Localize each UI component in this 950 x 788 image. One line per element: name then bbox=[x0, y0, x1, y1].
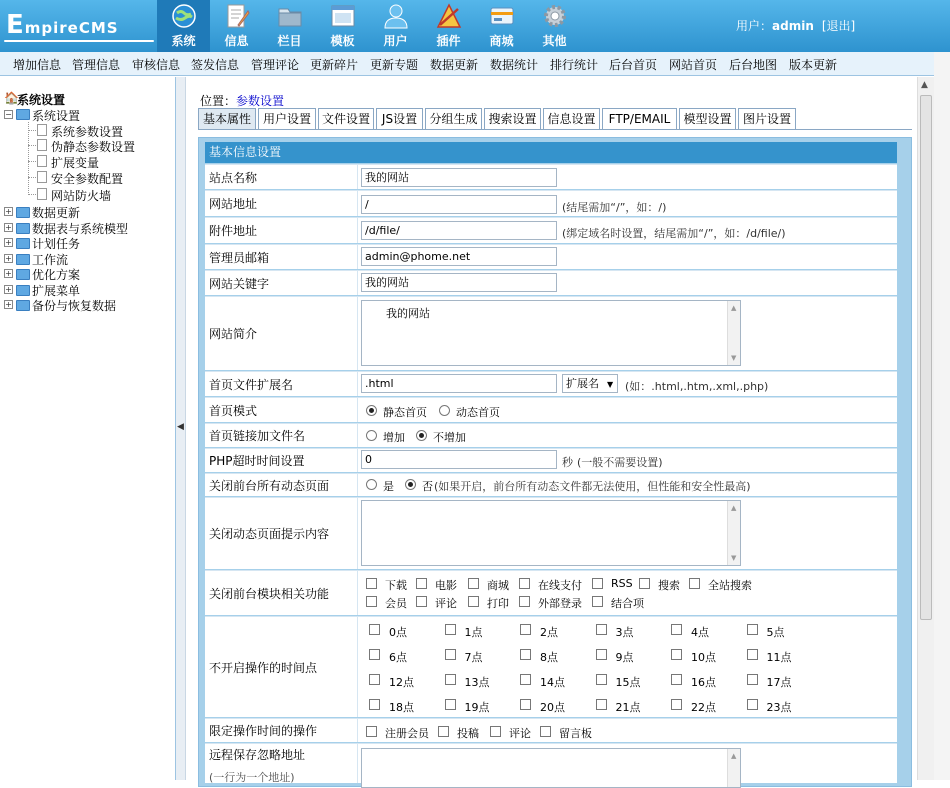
label-module-payment: 在线支付 bbox=[538, 579, 582, 592]
label-hour-16: 16点 bbox=[691, 676, 716, 689]
document-icon bbox=[37, 155, 47, 167]
label-php-timeout: PHP超时时间设置 bbox=[205, 449, 358, 472]
nav-column[interactable]: 栏目 bbox=[263, 0, 316, 52]
label-hour-23: 23点 bbox=[766, 701, 792, 714]
label-intro: 网站简介 bbox=[205, 297, 358, 370]
tree-expand-icon[interactable]: + bbox=[5, 269, 12, 278]
label-module-movie: 电影 bbox=[435, 579, 457, 592]
checkbox-module-download[interactable] bbox=[366, 578, 377, 589]
radio-close-yes[interactable] bbox=[366, 479, 377, 490]
label-dynamic-index: 动态首页 bbox=[456, 406, 500, 419]
tree-expand-icon[interactable]: + bbox=[5, 300, 12, 309]
label-limit-register: 注册会员 bbox=[385, 727, 429, 740]
label-hour-22: 22点 bbox=[691, 701, 716, 714]
folder-icon bbox=[16, 223, 30, 234]
menu-item-site-home[interactable]: 网站首页 bbox=[669, 58, 718, 72]
menu-item-admin-map[interactable]: 后台地图 bbox=[729, 58, 778, 72]
tree-item-security-params[interactable]: 安全参数配置 bbox=[51, 172, 124, 186]
tree-group-data-update[interactable]: 数据更新 bbox=[32, 206, 81, 220]
checkbox-module-external-login[interactable] bbox=[519, 596, 530, 607]
tab-user[interactable]: 用户设置 bbox=[258, 108, 316, 130]
label-no-op-hours: 不开启操作的时间点 bbox=[205, 617, 358, 717]
label-limit-submit: 投稿 bbox=[457, 727, 479, 740]
checkbox-hour-23[interactable] bbox=[747, 699, 758, 710]
label-hour-8: 8点 bbox=[540, 651, 558, 664]
label-hour-17: 17点 bbox=[766, 676, 792, 689]
row-index-ext bbox=[205, 371, 897, 396]
checkbox-hour-17[interactable] bbox=[747, 674, 758, 685]
username: admin bbox=[772, 19, 814, 33]
window-scrollbar[interactable] bbox=[934, 52, 950, 780]
tree-expand-icon[interactable]: + bbox=[5, 223, 12, 232]
label-hour-13: 13点 bbox=[464, 676, 490, 689]
folder-icon bbox=[16, 254, 30, 265]
radio-close-no[interactable] bbox=[405, 479, 416, 490]
checkbox-hour-2[interactable] bbox=[520, 624, 531, 635]
checkbox-hour-0[interactable] bbox=[369, 624, 380, 635]
row-php-timeout bbox=[205, 448, 897, 472]
nav-plugin[interactable]: 插件 bbox=[422, 0, 475, 52]
menu-item-update-topics[interactable]: 更新专题 bbox=[370, 58, 419, 72]
label-close-no: 否 bbox=[422, 480, 433, 493]
nav-system[interactable]: 系统 bbox=[157, 0, 210, 52]
breadcrumb-link[interactable]: 参数设置 bbox=[236, 94, 285, 108]
label-module-site-search: 全站搜索 bbox=[708, 579, 752, 592]
checkbox-hour-11[interactable] bbox=[747, 649, 758, 660]
label-file-url: 附件地址 bbox=[205, 218, 358, 243]
folder-icon bbox=[16, 238, 30, 249]
checkbox-module-site-search[interactable] bbox=[689, 578, 700, 589]
label-hour-6: 6点 bbox=[389, 651, 407, 664]
checkbox-hour-10[interactable] bbox=[671, 649, 682, 660]
row-site-name bbox=[205, 164, 897, 189]
checkbox-hour-6[interactable] bbox=[369, 649, 380, 660]
close-dynamic-hint: (如果开启，前台所有动态文件都无法使用，但性能和安全性最高) bbox=[434, 480, 751, 493]
label-add-filename: 增加 bbox=[383, 431, 405, 444]
folder-icon bbox=[277, 3, 303, 29]
tree-group-workflow[interactable]: 工作流 bbox=[32, 253, 69, 267]
label-site-name: 站点名称 bbox=[205, 165, 358, 189]
tree-item-rewrite-params[interactable]: 伪静态参数设置 bbox=[51, 140, 136, 154]
menu-item-rank-stats[interactable]: 排行统计 bbox=[550, 58, 599, 72]
label-hour-21: 21点 bbox=[615, 701, 641, 714]
label-close-yes: 是 bbox=[383, 480, 394, 493]
menu-item-sign-info[interactable]: 签发信息 bbox=[191, 58, 240, 72]
label-module-shop: 商城 bbox=[487, 579, 509, 592]
gear-icon bbox=[542, 3, 568, 29]
row-close-dynamic bbox=[205, 473, 897, 496]
close-tip-textarea[interactable] bbox=[361, 500, 741, 566]
row-close-tip bbox=[205, 497, 897, 569]
checkbox-hour-21[interactable] bbox=[596, 699, 607, 710]
row-site-url bbox=[205, 190, 897, 216]
label-limit-ops: 限定操作时间的操作 bbox=[205, 719, 358, 742]
checkbox-hour-22[interactable] bbox=[671, 699, 682, 710]
user-icon bbox=[383, 3, 409, 29]
menu-item-update-fragments[interactable]: 更新碎片 bbox=[310, 58, 359, 72]
label-close-dynamic: 关闭前台所有动态页面 bbox=[205, 474, 358, 496]
row-file-url bbox=[205, 217, 897, 243]
ignore-url-textarea[interactable] bbox=[361, 748, 741, 788]
label-hour-9: 9点 bbox=[615, 651, 634, 664]
tree-expand-icon[interactable]: + bbox=[5, 238, 12, 247]
label-hour-1: 1点 bbox=[464, 626, 483, 639]
tree-group-scheduled-tasks[interactable]: 计划任务 bbox=[32, 237, 81, 251]
label-hour-0: 0点 bbox=[389, 626, 407, 639]
template-window-icon bbox=[330, 3, 356, 29]
nav-template[interactable]: 模板 bbox=[316, 0, 369, 52]
plugin-tools-icon bbox=[436, 3, 462, 29]
checkbox-module-print[interactable] bbox=[468, 596, 479, 607]
label-keywords: 网站关键字 bbox=[205, 271, 358, 295]
radio-dynamic-index[interactable] bbox=[439, 405, 450, 416]
checkbox-hour-9[interactable] bbox=[596, 649, 607, 660]
checkbox-module-member[interactable] bbox=[366, 596, 377, 607]
label-module-search: 搜索 bbox=[658, 579, 680, 592]
checkbox-limit-guestbook[interactable] bbox=[540, 726, 551, 737]
tab-image[interactable]: 图片设置 bbox=[738, 108, 796, 130]
checkbox-limit-submit[interactable] bbox=[438, 726, 449, 737]
row-index-link bbox=[205, 423, 897, 447]
radio-add-filename[interactable] bbox=[366, 430, 377, 441]
menu-item-data-stats[interactable]: 数据统计 bbox=[490, 58, 539, 72]
checkbox-module-movie[interactable] bbox=[416, 578, 427, 589]
checkbox-module-search[interactable] bbox=[639, 578, 650, 589]
checkbox-module-payment[interactable] bbox=[519, 578, 530, 589]
checkbox-hour-13[interactable] bbox=[445, 674, 456, 685]
index-ext-input[interactable]: .html bbox=[361, 374, 557, 393]
menu-item-add-info[interactable]: 增加信息 bbox=[13, 58, 62, 72]
logo: EmpireCMS bbox=[0, 0, 157, 52]
file-url-input[interactable]: /d/file/ bbox=[361, 221, 557, 240]
intro-textarea[interactable]: 我的网站 ▲ ▼ bbox=[361, 300, 741, 366]
menu-item-manage-info[interactable]: 管理信息 bbox=[72, 58, 121, 72]
row-keywords bbox=[205, 270, 897, 295]
tab-file[interactable]: 文件设置 bbox=[318, 108, 374, 130]
php-timeout-input[interactable]: 0 bbox=[361, 450, 557, 469]
collapse-arrow-icon: ◀ bbox=[177, 422, 184, 432]
menu-item-review-info[interactable]: 审核信息 bbox=[132, 58, 181, 72]
checkbox-hour-15[interactable] bbox=[596, 674, 607, 685]
label-module-download: 下载 bbox=[385, 579, 407, 592]
label-hour-4: 4点 bbox=[691, 626, 709, 639]
quick-menu-bar bbox=[0, 52, 950, 76]
tab-search[interactable]: 搜索设置 bbox=[484, 108, 541, 130]
label-hour-14: 14点 bbox=[540, 676, 565, 689]
checkbox-hour-4[interactable] bbox=[671, 624, 682, 635]
label-hour-2: 2点 bbox=[540, 626, 558, 639]
label-module-rss: RSS bbox=[611, 577, 633, 590]
checkbox-hour-5[interactable] bbox=[747, 624, 758, 635]
checkbox-hour-20[interactable] bbox=[520, 699, 531, 710]
tree-group-data-tables[interactable]: 数据表与系统模型 bbox=[32, 222, 129, 236]
label-admin-email: 管理员邮箱 bbox=[205, 245, 358, 269]
site-name-input[interactable]: 我的网站 bbox=[361, 168, 557, 187]
nav-user[interactable]: 用户 bbox=[369, 0, 422, 52]
nav-info[interactable]: 信息 bbox=[210, 0, 263, 52]
tab-model[interactable]: 模型设置 bbox=[679, 108, 736, 130]
document-icon bbox=[37, 188, 47, 200]
tree-group-backup[interactable]: 备份与恢复数据 bbox=[32, 299, 117, 313]
tree-expand-icon[interactable]: + bbox=[5, 207, 12, 216]
checkbox-limit-register[interactable] bbox=[366, 726, 377, 737]
row-no-op-hours bbox=[205, 616, 897, 717]
checkbox-module-shop[interactable] bbox=[468, 578, 479, 589]
label-module-member: 会员 bbox=[385, 597, 407, 610]
radio-static-index[interactable] bbox=[366, 405, 377, 416]
row-intro bbox=[205, 296, 897, 370]
document-icon bbox=[37, 139, 47, 151]
scrollbar-thumb[interactable] bbox=[920, 95, 932, 620]
row-close-modules bbox=[205, 570, 897, 615]
breadcrumb: 位置：参数设置 bbox=[200, 94, 285, 108]
php-timeout-unit: 秒 bbox=[562, 456, 573, 469]
tab-ftp-email[interactable]: FTP/EMAIL bbox=[602, 108, 677, 130]
tree-item-firewall[interactable]: 网站防火墙 bbox=[51, 189, 112, 203]
form-title: 基本信息设置 bbox=[205, 142, 897, 163]
nav-other[interactable]: 其他 bbox=[528, 0, 581, 52]
label-hour-15: 15点 bbox=[615, 676, 641, 689]
logout-link[interactable]: [退出] bbox=[821, 19, 856, 33]
label-close-tip: 关闭动态页面提示内容 bbox=[205, 498, 358, 569]
checkbox-limit-comment[interactable] bbox=[490, 726, 501, 737]
label-site-url: 网站地址 bbox=[205, 191, 358, 216]
document-edit-icon bbox=[224, 3, 250, 29]
label-hour-3: 3点 bbox=[615, 626, 634, 639]
checkbox-hour-14[interactable] bbox=[520, 674, 531, 685]
main-scrollbar[interactable] bbox=[917, 77, 934, 780]
label-ignore-url: 远程保存忽略地址 (一行为一个地址) bbox=[205, 744, 358, 783]
label-limit-comment: 评论 bbox=[509, 727, 531, 740]
scroll-up-icon[interactable]: ▲ bbox=[921, 80, 928, 90]
globe-icon bbox=[171, 3, 197, 29]
textarea-scrollbar[interactable]: ▲ ▼ bbox=[727, 301, 740, 365]
menu-item-manage-comments[interactable]: 管理评论 bbox=[251, 58, 300, 72]
row-index-mode bbox=[205, 397, 897, 422]
tree-expand-icon[interactable]: + bbox=[5, 254, 12, 263]
row-ignore-url bbox=[205, 743, 897, 783]
row-admin-email bbox=[205, 244, 897, 269]
index-ext-select[interactable]: 扩展名 ▼ bbox=[562, 374, 618, 393]
checkbox-hour-12[interactable] bbox=[369, 674, 380, 685]
label-index-mode: 首页模式 bbox=[205, 398, 358, 422]
label-hour-19: 19点 bbox=[464, 701, 490, 714]
menu-item-admin-home[interactable]: 后台首页 bbox=[609, 58, 658, 72]
label-index-link: 首页链接加文件名 bbox=[205, 424, 358, 447]
checkbox-module-comment[interactable] bbox=[416, 596, 427, 607]
site-url-hint: (结尾需加“/”，如：/) bbox=[562, 201, 667, 214]
tree-collapse-icon[interactable]: − bbox=[5, 110, 12, 119]
label-hour-5: 5点 bbox=[766, 626, 785, 639]
checkbox-hour-16[interactable] bbox=[671, 674, 682, 685]
index-ext-hint: (如：.html,.htm,.xml,.php) bbox=[625, 380, 769, 393]
admin-email-input[interactable]: admin@phome.net bbox=[361, 247, 557, 266]
shop-card-icon bbox=[489, 3, 515, 29]
checkbox-module-combo[interactable] bbox=[592, 596, 603, 607]
label-hour-7: 7点 bbox=[464, 651, 483, 664]
checkbox-hour-19[interactable] bbox=[445, 699, 456, 710]
tree-group-system-settings[interactable]: 系统设置 bbox=[32, 109, 81, 123]
top-bar bbox=[0, 0, 950, 52]
tab-basic[interactable]: 基本属性 bbox=[198, 108, 256, 130]
tree-item-extend-vars[interactable]: 扩展变量 bbox=[51, 156, 100, 170]
tab-info[interactable]: 信息设置 bbox=[543, 108, 600, 130]
tree-root-icon: 🏠 bbox=[4, 91, 19, 105]
checkbox-hour-3[interactable] bbox=[596, 624, 607, 635]
textarea-scrollbar[interactable]: ▲ bbox=[727, 749, 740, 787]
tree-root-system-settings[interactable]: 系统设置 bbox=[17, 93, 66, 107]
user-info: 用户：admin [退出] bbox=[736, 19, 856, 33]
sidebar-tree bbox=[0, 77, 176, 780]
label-module-print: 打印 bbox=[487, 597, 509, 610]
folder-icon bbox=[16, 109, 30, 120]
menu-item-data-update[interactable]: 数据更新 bbox=[430, 58, 479, 72]
tab-js[interactable]: JS设置 bbox=[376, 108, 423, 130]
menu-item-version-update[interactable]: 版本更新 bbox=[789, 58, 838, 72]
label-hour-18: 18点 bbox=[389, 701, 414, 714]
nav-shop[interactable]: 商城 bbox=[475, 0, 528, 52]
folder-icon bbox=[16, 285, 30, 296]
label-hour-12: 12点 bbox=[389, 676, 414, 689]
folder-icon bbox=[16, 269, 30, 280]
row-limit-ops bbox=[205, 718, 897, 742]
label-module-external-login: 外部登录 bbox=[538, 597, 582, 610]
label-close-modules: 关闭前台模块相关功能 bbox=[205, 571, 358, 615]
folder-icon bbox=[16, 300, 30, 311]
keywords-input[interactable]: 我的网站 bbox=[361, 273, 557, 292]
label-index-ext: 首页文件扩展名 bbox=[205, 372, 358, 396]
document-icon bbox=[37, 124, 47, 136]
file-url-hint: (绑定域名时设置，结尾需加“/”，如：/d/file/) bbox=[562, 227, 786, 240]
site-url-input[interactable]: / bbox=[361, 195, 557, 214]
label-static-index: 静态首页 bbox=[383, 406, 427, 419]
label-hour-20: 20点 bbox=[540, 701, 565, 714]
document-icon bbox=[37, 171, 47, 183]
checkbox-hour-1[interactable] bbox=[445, 624, 456, 635]
folder-icon bbox=[16, 207, 30, 218]
tree-group-optimization[interactable]: 优化方案 bbox=[32, 268, 81, 282]
label-hour-10: 10点 bbox=[691, 651, 716, 664]
checkbox-hour-8[interactable] bbox=[520, 649, 531, 660]
sidebar-collapse-handle[interactable] bbox=[176, 77, 186, 780]
php-timeout-hint: (一般不需要设置) bbox=[577, 456, 663, 469]
label-module-comment: 评论 bbox=[435, 597, 457, 610]
tree-item-system-params[interactable]: 系统参数设置 bbox=[51, 125, 124, 139]
label-hour-11: 11点 bbox=[766, 651, 792, 664]
label-module-combo: 结合项 bbox=[611, 597, 644, 610]
tree-expand-icon[interactable]: + bbox=[5, 285, 12, 294]
textarea-scrollbar[interactable]: ▲ ▼ bbox=[727, 501, 740, 565]
label-no-filename: 不增加 bbox=[433, 431, 466, 444]
checkbox-hour-18[interactable] bbox=[369, 699, 380, 710]
tree-group-extend-menu[interactable]: 扩展菜单 bbox=[32, 284, 81, 298]
checkbox-module-rss[interactable] bbox=[592, 578, 603, 589]
chevron-down-icon: ▼ bbox=[607, 380, 614, 389]
label-limit-guestbook: 留言板 bbox=[559, 727, 592, 740]
radio-no-filename[interactable] bbox=[416, 430, 427, 441]
checkbox-hour-7[interactable] bbox=[445, 649, 456, 660]
tab-group-gen[interactable]: 分组生成 bbox=[425, 108, 482, 130]
